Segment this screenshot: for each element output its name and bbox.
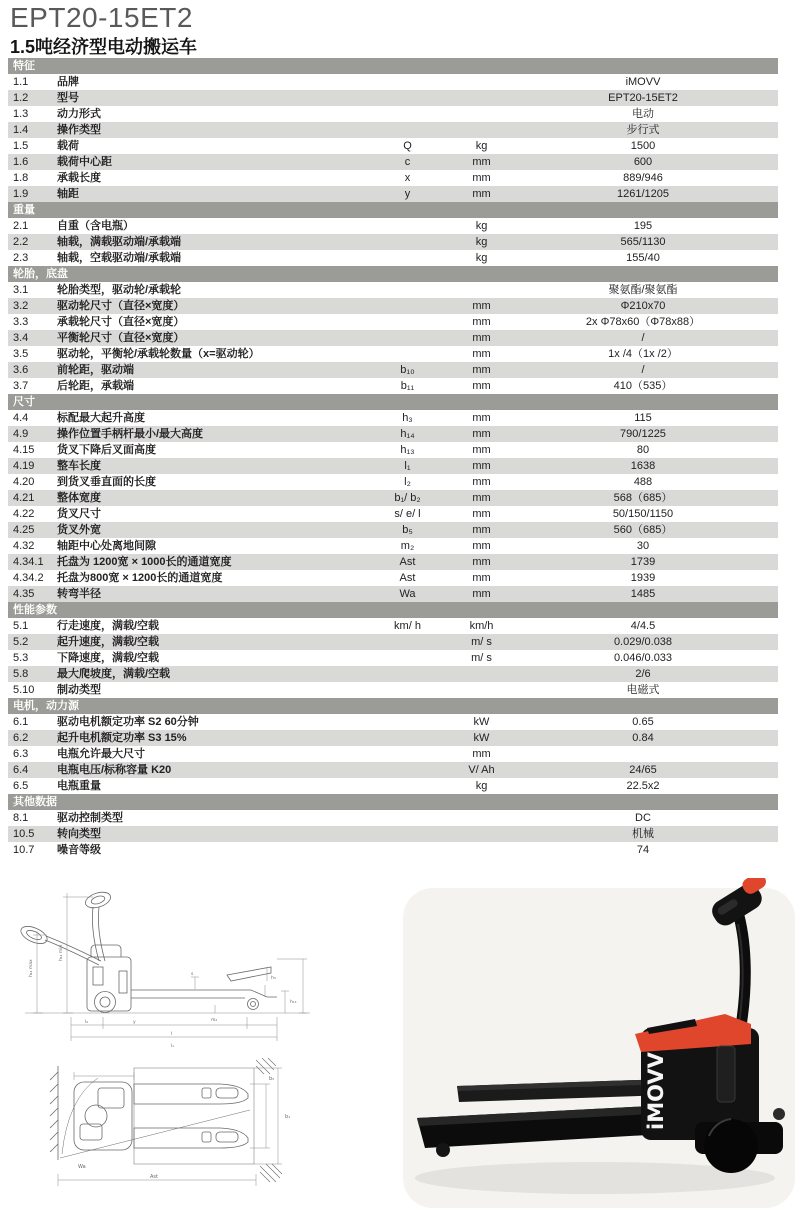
row-symbol: l₁ [404,460,411,472]
spec-row [8,650,778,666]
dim-label-m2: m₂ [211,1018,218,1023]
row-number: 4.32 [13,540,35,552]
row-value: 0.84 [632,732,654,744]
spec-row [8,458,778,474]
spec-row [8,522,778,538]
page-subtitle: 1.5吨经济型电动搬运车 [10,37,198,57]
row-description: 托盘为 1200宽 × 1000长的通道宽度 [57,556,232,568]
row-description: 轴载，空载驱动端/承载端 [57,252,182,264]
row-unit: kW [473,732,490,744]
spec-row [8,410,778,426]
row-description: 最大爬坡度，满载/空载 [57,668,171,680]
row-description: 转弯半径 [57,588,101,600]
dim-label-l2: l₂ [85,1020,89,1025]
row-symbol: b₁₁ [400,380,415,392]
row-number: 1.4 [13,124,29,136]
row-number: 1.8 [13,172,29,184]
row-description: 转向类型 [57,828,101,840]
row-value: DC [635,812,651,824]
row-unit: mm [472,492,491,504]
row-number: 1.6 [13,156,29,168]
row-unit [455,682,508,698]
row-number: 6.1 [13,716,29,728]
row-description: 到货叉垂直面的长度 [57,476,156,488]
row-value: 机械 [632,828,654,840]
row-unit [455,122,508,138]
spec-row [8,314,778,330]
row-unit: mm [472,188,491,200]
spec-row [8,506,778,522]
row-number: 6.3 [13,748,29,760]
row-unit: mm [472,540,491,552]
row-number: 5.2 [13,636,29,648]
spec-row [8,826,778,842]
row-number: 4.34.1 [13,556,44,568]
row-number: 4.34.2 [13,572,44,584]
row-description: 标配最大起升高度 [57,412,145,424]
row-value [508,746,778,762]
spec-row [8,714,778,730]
row-number: 4.22 [13,508,35,520]
section-header: 轮胎，底盘 [8,266,778,282]
row-description: 驱动轮尺寸（直径×宽度） [57,300,185,312]
spec-row [8,570,778,586]
row-description: 下降速度，满载/空载 [57,652,160,664]
spec-row [8,330,778,346]
dim-label-l: l [171,1032,173,1037]
row-unit: V/ Ah [468,764,495,776]
spec-row [8,154,778,170]
row-symbol [360,122,455,138]
spec-row [8,442,778,458]
spec-row [8,122,778,138]
row-description: 托盘为800宽 × 1200长的通道宽度 [57,572,223,584]
row-symbol [360,730,455,746]
row-unit: kg [475,236,488,248]
row-unit: mm [472,300,491,312]
row-value: 488 [633,476,653,488]
row-value: 1485 [630,588,656,600]
row-value: 2/6 [635,668,651,680]
row-description: 平衡轮尺寸（直径×宽度） [57,332,185,344]
row-number: 10.5 [13,828,35,840]
row-symbol [360,826,455,842]
row-description: 自重（含电瓶） [57,220,134,232]
row-description: 轴距 [57,188,79,200]
dim-label-y: y [133,1020,136,1025]
row-value: / [641,332,645,344]
row-unit: mm [472,332,491,344]
row-description: 噪音等级 [57,844,101,856]
row-number: 6.5 [13,780,29,792]
row-description: 起升电机额定功率 S3 15% [57,732,187,744]
row-symbol [360,346,455,362]
row-description: 品牌 [57,76,79,88]
row-value: 24/65 [629,764,657,776]
row-value: 4/4.5 [630,620,656,632]
row-value: 80 [636,444,650,456]
dim-label-h13: h₁₃ [290,1000,297,1005]
row-symbol [360,314,455,330]
row-unit: mm [472,172,491,184]
row-value: 30 [636,540,650,552]
row-number: 4.15 [13,444,35,456]
row-value: 电动 [632,108,654,120]
row-unit: mm [472,428,491,440]
row-value: 步行式 [626,124,660,136]
row-symbol: y [404,188,411,200]
spec-row [8,170,778,186]
dim-label-b1: b₁ [285,1114,291,1120]
row-value: 600 [633,156,653,168]
row-symbol [360,234,455,250]
row-value: 195 [633,220,653,232]
row-unit: mm [472,588,491,600]
row-number: 4.19 [13,460,35,472]
row-number: 5.3 [13,652,29,664]
row-unit: mm [472,316,491,328]
spec-row [8,74,778,90]
spec-row [8,218,778,234]
row-description: 操作位置手柄杆最小/最大高度 [57,428,204,440]
row-unit: kg [475,140,488,152]
spec-row [8,842,778,858]
section-header: 重量 [8,202,778,218]
row-symbol [360,218,455,234]
row-value: 790/1225 [620,428,666,440]
row-symbol: km/ h [394,620,421,632]
row-description: 轴距中心处离地间隙 [57,540,156,552]
row-symbol: m₂ [400,540,415,552]
row-number: 1.2 [13,92,29,104]
row-number: 4.25 [13,524,35,536]
row-unit: kg [475,252,488,264]
dim-label-b5: b₅ [269,1076,275,1082]
row-value: 0.046/0.033 [613,652,673,664]
row-symbol: b₁₀ [400,364,415,376]
row-value: 2x Φ78x60（Φ78x88） [585,316,701,328]
row-unit: kW [473,716,490,728]
row-value: 聚氨酯/聚氨酯 [608,284,678,296]
row-description: 承载轮尺寸（直径×宽度） [57,316,185,328]
row-value: 1739 [630,556,656,568]
row-symbol [360,714,455,730]
row-unit: mm [472,460,491,472]
row-unit: m/ s [471,652,492,664]
row-number: 2.3 [13,252,29,264]
row-unit: mm [472,508,491,520]
section-header: 特征 [8,58,778,74]
spec-row [8,730,778,746]
row-value: 115 [634,412,652,424]
product-photo [395,878,800,1213]
row-symbol [360,282,455,298]
row-value: 电磁式 [626,684,660,696]
row-description: 前轮距，驱动端 [57,364,134,376]
spec-row [8,810,778,826]
row-unit: kg [475,220,488,232]
row-symbol [360,666,455,682]
row-description: 整车长度 [57,460,101,472]
row-value: 1939 [630,572,656,584]
dim-label-h14max: h₁₄ max [29,959,34,977]
row-number: 3.7 [13,380,29,392]
row-symbol: s/ e/ l [394,508,421,520]
row-unit: mm [472,524,491,536]
row-symbol [360,842,455,858]
row-value: Φ210x70 [620,300,666,312]
row-unit: mm [472,380,491,392]
row-unit: mm [472,748,491,760]
row-symbol [360,778,455,794]
row-unit: m/ s [471,636,492,648]
row-number: 3.6 [13,364,29,376]
row-number: 1.5 [13,140,29,152]
row-description: 型号 [57,92,79,104]
row-description: 货叉尺寸 [57,508,101,520]
spec-row [8,90,778,106]
row-number: 3.2 [13,300,29,312]
row-symbol [360,682,455,698]
row-symbol: Q [403,140,412,152]
row-number: 2.1 [13,220,29,232]
side-view-drawing [15,885,315,1077]
row-unit: mm [472,444,491,456]
row-unit: mm [472,156,491,168]
section-header: 其他数据 [8,794,778,810]
dim-label-l1: l₁ [171,1044,175,1049]
spec-row [8,586,778,602]
row-number: 6.2 [13,732,29,744]
row-number: 4.20 [13,476,35,488]
row-symbol: Wa [399,588,416,600]
row-unit: km/h [469,620,494,632]
row-value: 1638 [630,460,656,472]
row-description: 起升速度，满载/空载 [57,636,160,648]
row-symbol [360,746,455,762]
row-number: 2.2 [13,236,29,248]
spec-row [8,426,778,442]
row-value: 565/1130 [620,236,666,248]
spec-row [8,362,778,378]
row-value: 568（685） [613,492,673,504]
row-value: 1261/1205 [617,188,669,200]
row-number: 6.4 [13,764,29,776]
row-number: 1.9 [13,188,29,200]
row-number: 4.35 [13,588,35,600]
row-number: 5.10 [13,684,35,696]
spec-row [8,666,778,682]
section-header: 性能参数 [8,602,778,618]
row-symbol [360,298,455,314]
row-number: 8.1 [13,812,29,824]
row-symbol: h₁₃ [400,444,415,456]
row-symbol [360,106,455,122]
row-value: 1500 [630,140,656,152]
spec-row [8,554,778,570]
row-description: 载荷中心距 [57,156,112,168]
row-number: 3.3 [13,316,29,328]
row-description: 驱动轮，平衡轮/承载轮数量（x=驱动轮） [57,348,260,360]
row-symbol [360,634,455,650]
row-symbol: l₂ [404,476,411,488]
spec-row [8,634,778,650]
brand-logo: iMOVV [644,1052,668,1130]
top-view-drawing [38,1058,308,1203]
row-unit [455,842,508,858]
row-value: 155/40 [626,252,660,264]
row-unit: kg [475,780,488,792]
spec-row [8,378,778,394]
dim-label-wa: Wa [78,1164,86,1170]
row-symbol: b₅ [402,524,413,536]
row-unit [455,106,508,122]
spec-table [8,58,778,858]
spec-row [8,618,778,634]
spec-row [8,682,778,698]
spec-row [8,282,778,298]
row-number: 1.3 [13,108,29,120]
row-number: 3.5 [13,348,29,360]
row-description: 后轮距，承载端 [57,380,134,392]
row-symbol: c [404,156,411,168]
spec-row [8,346,778,362]
spec-row [8,538,778,554]
row-description: 货叉外宽 [57,524,101,536]
row-value: 0.65 [632,716,654,728]
row-value: 22.5x2 [626,780,660,792]
spec-row [8,490,778,506]
row-description: 货叉下降后叉面高度 [57,444,156,456]
row-number: 4.9 [13,428,29,440]
spec-row [8,186,778,202]
row-number: 4.21 [13,492,35,504]
row-unit [455,74,508,90]
spec-row [8,746,778,762]
row-description: 轮胎类型，驱动轮/承载轮 [57,284,182,296]
row-value: 410（535） [613,380,673,392]
row-description: 操作类型 [57,124,101,136]
row-unit: mm [472,476,491,488]
row-description: 驱动控制类型 [57,812,123,824]
row-value: 74 [636,844,650,856]
row-symbol [360,90,455,106]
row-number: 3.4 [13,332,29,344]
row-description: 驱动电机额定功率 S2 60分钟 [57,716,199,728]
row-unit: mm [472,572,491,584]
spec-row [8,106,778,122]
row-value: 560（685） [613,524,673,536]
row-value: 50/150/1150 [612,508,674,520]
row-number: 1.1 [13,76,29,88]
row-unit: mm [472,412,491,424]
row-symbol [360,650,455,666]
row-description: 载荷 [57,140,79,152]
spec-row [8,298,778,314]
row-symbol: h₃ [402,412,413,424]
dim-label-s: s [191,972,194,977]
row-value: / [641,364,645,376]
row-description: 承载长度 [57,172,101,184]
section-header: 电机，动力源 [8,698,778,714]
spec-row [8,762,778,778]
page-title: EPT20-15ET2 [10,2,193,33]
row-unit: mm [472,348,491,360]
row-unit [455,90,508,106]
row-symbol: x [404,172,411,184]
row-description: 行走速度，满载/空载 [57,620,160,632]
row-description: 电瓶重量 [57,780,101,792]
spec-row [8,778,778,794]
spec-row [8,250,778,266]
row-description: 整体宽度 [57,492,101,504]
row-number: 5.1 [13,620,29,632]
row-symbol [360,330,455,346]
row-unit [455,666,508,682]
row-symbol: h₁₄ [400,428,415,440]
dim-label-h14min: h₁₄ min [59,944,64,961]
row-description: 电瓶电压/标称容量 K20 [57,764,172,776]
row-symbol: Ast [399,556,416,568]
row-unit: mm [472,364,491,376]
row-value: EPT20-15ET2 [608,92,678,104]
row-symbol [360,74,455,90]
row-unit: mm [472,556,491,568]
row-symbol [360,762,455,778]
dim-label-h3: h₃ [271,976,276,981]
row-unit [455,282,508,298]
row-value: 0.029/0.038 [613,636,673,648]
row-unit [455,810,508,826]
row-number: 3.1 [13,284,29,296]
row-description: 制动类型 [57,684,101,696]
section-header: 尺寸 [8,394,778,410]
row-value: 889/946 [623,172,663,184]
spec-row [8,474,778,490]
row-description: 动力形式 [57,108,101,120]
row-description: 轴载，满载驱动端/承载端 [57,236,182,248]
dim-label-ast: Ast [150,1174,158,1180]
row-symbol: Ast [399,572,416,584]
row-description: 电瓶允许最大尺寸 [57,748,145,760]
row-number: 10.7 [13,844,35,856]
row-value: iMOVV [625,76,661,88]
spec-row [8,234,778,250]
row-value: 1x /4（1x /2） [608,348,678,360]
row-number: 4.4 [13,412,29,424]
spec-row [8,138,778,154]
row-number: 5.8 [13,668,29,680]
row-symbol [360,810,455,826]
row-symbol: b₁/ b₂ [394,492,421,504]
row-unit [455,826,508,842]
row-symbol [360,250,455,266]
